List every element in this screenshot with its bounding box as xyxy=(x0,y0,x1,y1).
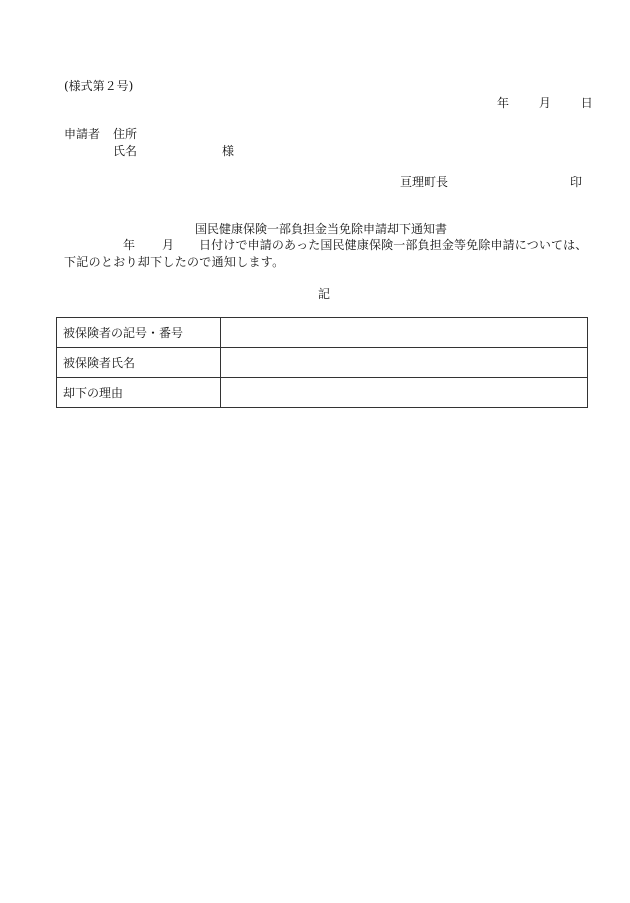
form-number: (様式第２号) xyxy=(64,79,134,93)
table-row xyxy=(57,318,588,348)
rejection-reason-label: 却下の理由 xyxy=(57,378,221,408)
date-month-label: 月 xyxy=(538,96,551,110)
seal-mark: 印 xyxy=(570,175,583,189)
table-row xyxy=(57,348,588,378)
body-month-label: 月 xyxy=(162,238,175,252)
details-table xyxy=(56,317,588,408)
insured-number-label: 被保険者の記号・番号 xyxy=(57,318,221,348)
document-title: 国民健康保険一部負担金当免除申請却下通知書 xyxy=(195,222,448,236)
name-label: 氏名 xyxy=(113,144,138,158)
body-year-label: 年 xyxy=(123,238,136,252)
applicant-label: 申請者 xyxy=(64,127,101,141)
date-line xyxy=(497,96,593,110)
date-day-label: 日 xyxy=(580,96,593,110)
issuer-title: 亘理町長 xyxy=(400,175,449,189)
table-row xyxy=(57,378,588,408)
rejection-reason-value xyxy=(221,378,588,408)
ki-heading: 記 xyxy=(318,287,331,301)
insured-name-label: 被保険者氏名 xyxy=(57,348,221,378)
address-label: 住所 xyxy=(113,127,138,141)
body-line-1: 日付けで申請のあった国民健康保険一部負担金等免除申請については、 xyxy=(199,238,588,252)
date-year-label: 年 xyxy=(497,96,510,110)
body-line-2: 下記のとおり却下したので通知します。 xyxy=(64,255,285,269)
insured-name-value xyxy=(221,348,588,378)
honorific: 様 xyxy=(222,144,235,158)
insured-number-value xyxy=(221,318,588,348)
